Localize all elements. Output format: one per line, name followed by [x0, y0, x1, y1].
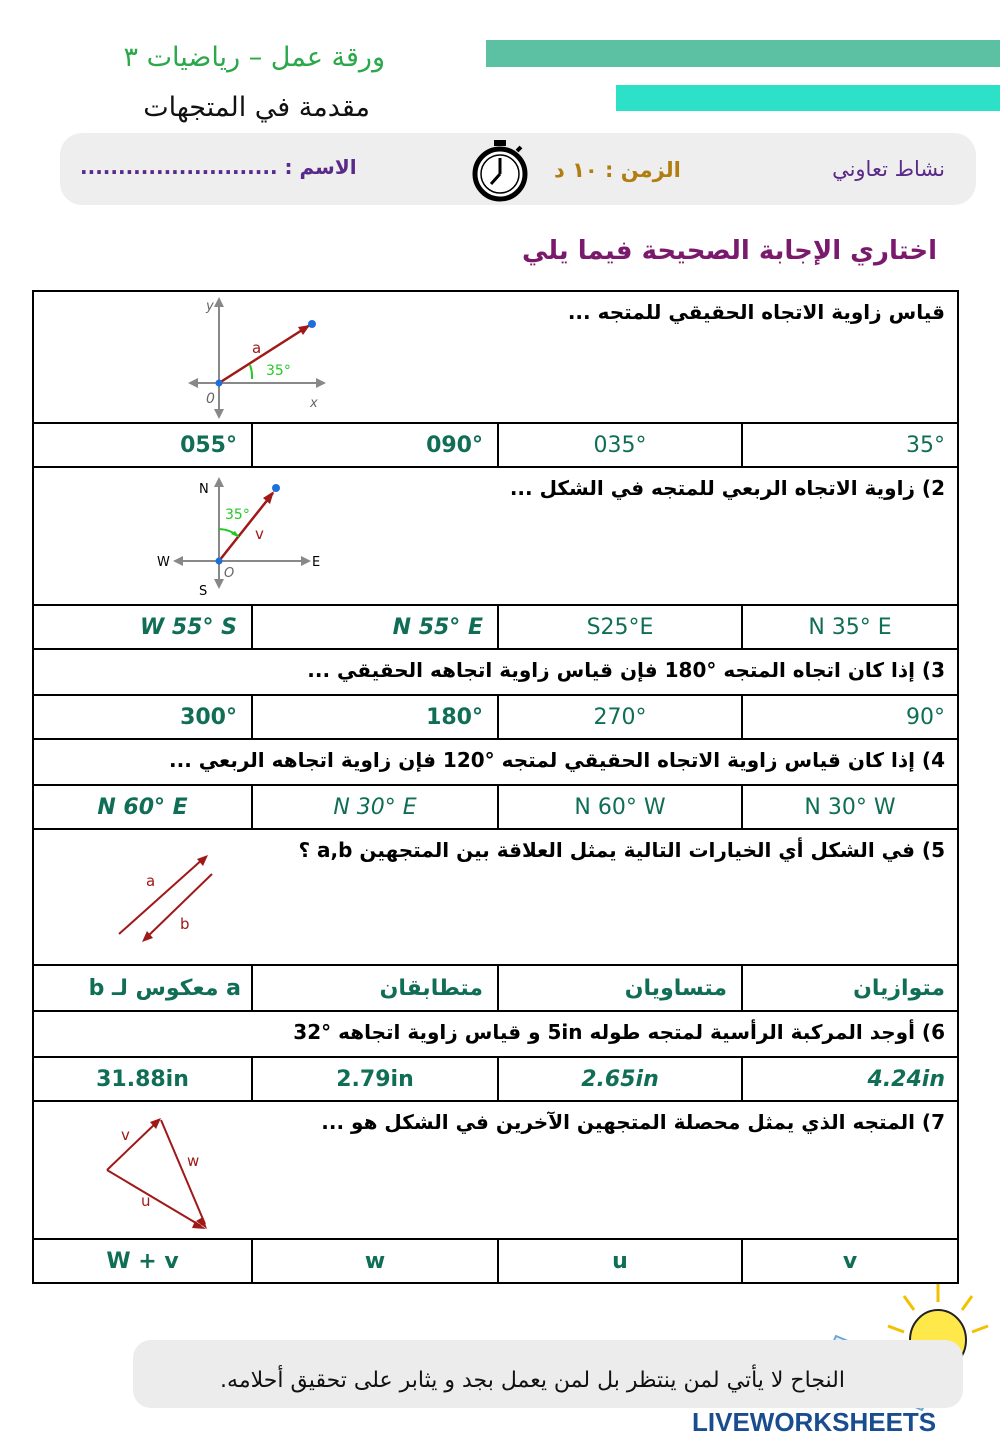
question-1-text: قياس زاوية الاتجاه الحقيقي للمتجه ...	[567, 300, 945, 324]
worksheet-subtitle: مقدمة في المتجهات	[143, 92, 370, 123]
name-field[interactable]: الاسم : ..........................	[80, 155, 357, 179]
answer-option[interactable]: N 35° E	[741, 606, 957, 648]
answers-7	[32, 1238, 959, 1284]
vector-v-label: v	[121, 1126, 130, 1144]
vector-v-label: v	[255, 525, 264, 543]
question-2	[32, 466, 959, 606]
motivational-quote: النجاح لا يأتي لمن ينتظر بل لمن يعمل بجد و يثابر على تحقيق أحلامه.	[220, 1368, 845, 1393]
answer-option[interactable]: S25°E	[497, 606, 741, 648]
answer-option[interactable]: u	[497, 1240, 741, 1282]
answers-4	[32, 784, 959, 830]
answer-option[interactable]: 35°	[741, 424, 957, 466]
instructions-heading: اختاري الإجابة الصحيحة فيما يلي	[522, 236, 937, 266]
answer-option[interactable]: متطابقان	[251, 966, 497, 1010]
answer-option[interactable]: W 55° S	[139, 614, 237, 640]
question-6	[32, 1010, 959, 1058]
origin-label: O	[224, 566, 235, 581]
question-3-text: 3) إذا كان اتجاه المتجه °180 فإن قياس زاوية اتجاهه الحقيقي ...	[307, 658, 945, 682]
answer-option[interactable]: N 30° W	[741, 786, 957, 828]
answer-option[interactable]: N 55° E	[251, 606, 497, 648]
vector-w-label: w	[187, 1152, 200, 1170]
answer-option[interactable]: W + v	[106, 1248, 179, 1274]
parallel-vectors-figure	[114, 852, 224, 947]
question-3	[32, 648, 959, 696]
answers-2	[32, 604, 959, 650]
question-1	[32, 290, 959, 424]
answer-option[interactable]: 4.24in	[741, 1058, 957, 1100]
west-label: W	[157, 555, 170, 570]
north-label: N	[199, 482, 209, 497]
true-bearing-figure	[184, 297, 329, 422]
answer-option[interactable]: 300°	[180, 704, 237, 730]
triangle-vectors-figure	[99, 1110, 229, 1232]
question-5	[32, 828, 959, 966]
answer-option[interactable]: 090°	[251, 424, 497, 466]
header-bar-dark	[486, 40, 1000, 67]
bearing-figure	[149, 473, 329, 601]
vector-u-label: u	[141, 1192, 151, 1210]
header-bar-light	[616, 85, 1000, 111]
answer-option[interactable]: 055°	[180, 432, 237, 458]
angle-label: 35°	[225, 507, 250, 523]
worksheet-title: ورقة عمل – رياضيات ٣	[123, 42, 385, 73]
question-4-text: 4) إذا كان قياس زاوية الاتجاه الحقيقي لمتجه °120 فإن زاوية اتجاهه الربعي ...	[169, 748, 945, 772]
answers-5	[32, 964, 959, 1012]
answer-option[interactable]: 2.79in	[251, 1058, 497, 1100]
answers-3	[32, 694, 959, 740]
answer-option[interactable]: 90°	[741, 696, 957, 738]
answer-option[interactable]: متوازيان	[741, 966, 957, 1010]
stopwatch-icon	[470, 138, 530, 202]
answer-option[interactable]: 270°	[497, 696, 741, 738]
question-7	[32, 1100, 959, 1240]
answers-6	[32, 1056, 959, 1102]
question-6-text: 6) أوجد المركبة الرأسية لمتجه طوله 5in و قياس زاوية اتجاهه °32	[293, 1020, 945, 1044]
origin-label: 0	[206, 391, 215, 407]
answer-option[interactable]: N 30° E	[251, 786, 497, 828]
answer-option[interactable]: 035°	[497, 424, 741, 466]
south-label: S	[199, 584, 208, 599]
y-axis-label: y	[206, 299, 214, 314]
answer-option[interactable]: 31.88in	[96, 1066, 189, 1092]
liveworksheets-logo: LIVEWORKSHEETS	[692, 1407, 937, 1437]
answer-option[interactable]: متساويان	[497, 966, 741, 1010]
activity-label: نشاط تعاوني	[832, 157, 945, 181]
east-label: E	[312, 555, 321, 570]
vector-a-label: a	[146, 872, 156, 890]
answer-option[interactable]: 180°	[251, 696, 497, 738]
answer-option[interactable]: N 60° E	[97, 794, 188, 820]
answer-option[interactable]: N 60° W	[497, 786, 741, 828]
answer-option[interactable]: a معكوس لـ b	[88, 975, 241, 1001]
question-2-text: 2) زاوية الاتجاه الربعي للمتجه في الشكل ...	[509, 476, 945, 500]
question-5-text: 5) في الشكل أي الخيارات التالية يمثل العلاقة بين المتجهين a,b ؟	[298, 838, 945, 862]
question-4	[32, 738, 959, 786]
vector-b-label: b	[180, 915, 190, 933]
vector-a-label: a	[252, 339, 262, 357]
question-7-text: 7) المتجه الذي يمثل محصلة المتجهين الآخرين في الشكل هو ...	[321, 1110, 945, 1134]
answer-option[interactable]: 2.65in	[497, 1058, 741, 1100]
answers-1	[32, 422, 959, 468]
angle-label: 35°	[266, 363, 291, 379]
x-axis-label: x	[310, 396, 318, 411]
answer-option[interactable]: v	[741, 1240, 957, 1282]
answer-option[interactable]: w	[251, 1240, 497, 1282]
time-label: الزمن : ١٠ د	[554, 158, 681, 182]
